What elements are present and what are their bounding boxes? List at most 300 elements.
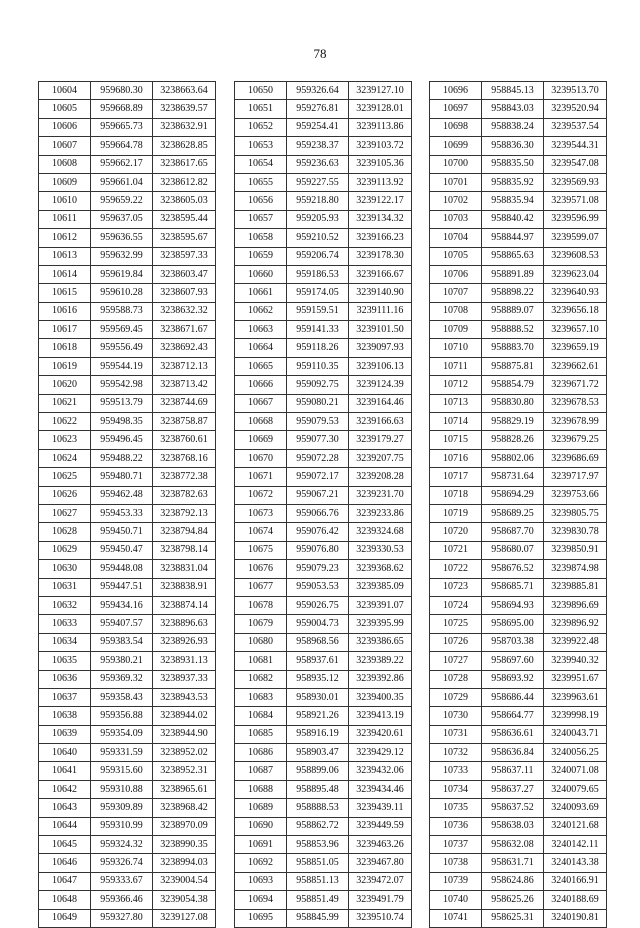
x-coordinate-cell: 958968.56	[287, 633, 349, 651]
y-coordinate-cell: 3239623.04	[544, 265, 607, 283]
table-row	[235, 725, 412, 743]
table-row	[430, 486, 607, 504]
table-row	[235, 229, 412, 247]
y-coordinate-cell: 3238597.33	[153, 247, 216, 265]
table-row	[235, 321, 412, 339]
table-row	[235, 413, 412, 431]
point-id-cell: 10638	[39, 707, 91, 725]
table-row	[39, 376, 216, 394]
x-coordinate-cell: 959498.35	[91, 413, 153, 431]
y-coordinate-cell: 3239850.91	[544, 541, 607, 559]
y-coordinate-cell: 3238943.53	[153, 688, 216, 706]
y-coordinate-cell: 3239678.53	[544, 394, 607, 412]
y-coordinate-cell: 3239472.07	[349, 872, 412, 890]
x-coordinate-cell: 958903.47	[287, 744, 349, 762]
table-row	[39, 321, 216, 339]
x-coordinate-cell: 958689.25	[482, 504, 544, 522]
table-row	[39, 357, 216, 375]
x-coordinate-cell: 958844.97	[482, 229, 544, 247]
x-coordinate-cell: 959434.16	[91, 596, 153, 614]
y-coordinate-cell: 3239101.50	[349, 321, 412, 339]
x-coordinate-cell: 958694.93	[482, 596, 544, 614]
y-coordinate-cell: 3238874.14	[153, 596, 216, 614]
table-row	[39, 854, 216, 872]
point-id-cell: 10728	[430, 670, 482, 688]
point-id-cell: 10640	[39, 744, 91, 762]
y-coordinate-cell: 3239386.65	[349, 633, 412, 651]
point-id-cell: 10625	[39, 468, 91, 486]
point-id-cell: 10716	[430, 449, 482, 467]
x-coordinate-cell: 958862.72	[287, 817, 349, 835]
x-coordinate-cell: 959053.53	[287, 578, 349, 596]
point-id-cell: 10615	[39, 284, 91, 302]
table-row	[39, 799, 216, 817]
x-coordinate-cell: 958676.52	[482, 560, 544, 578]
point-id-cell: 10634	[39, 633, 91, 651]
y-coordinate-cell: 3239392.86	[349, 670, 412, 688]
x-coordinate-cell: 959079.23	[287, 560, 349, 578]
table-row	[235, 357, 412, 375]
y-coordinate-cell: 3239922.48	[544, 633, 607, 651]
point-id-cell: 10732	[430, 744, 482, 762]
y-coordinate-cell: 3239896.92	[544, 615, 607, 633]
point-id-cell: 10614	[39, 265, 91, 283]
y-coordinate-cell: 3240079.65	[544, 780, 607, 798]
point-id-cell: 10652	[235, 118, 287, 136]
x-coordinate-cell: 959662.17	[91, 155, 153, 173]
table-row	[39, 449, 216, 467]
y-coordinate-cell: 3239678.99	[544, 413, 607, 431]
point-id-cell: 10650	[235, 82, 287, 100]
y-coordinate-cell: 3238838.91	[153, 578, 216, 596]
y-coordinate-cell: 3239231.70	[349, 486, 412, 504]
y-coordinate-cell: 3239111.16	[349, 302, 412, 320]
y-coordinate-cell: 3239385.09	[349, 578, 412, 596]
y-coordinate-cell: 3239463.26	[349, 836, 412, 854]
y-coordinate-cell: 3239491.79	[349, 891, 412, 909]
table-row	[430, 468, 607, 486]
table-row	[235, 192, 412, 210]
point-id-cell: 10666	[235, 376, 287, 394]
table-row	[235, 504, 412, 522]
point-id-cell: 10673	[235, 504, 287, 522]
x-coordinate-cell: 959636.55	[91, 229, 153, 247]
y-coordinate-cell: 3240093.69	[544, 799, 607, 817]
point-id-cell: 10659	[235, 247, 287, 265]
table-row	[235, 118, 412, 136]
point-id-cell: 10719	[430, 504, 482, 522]
point-id-cell: 10636	[39, 670, 91, 688]
y-coordinate-cell: 3239717.97	[544, 468, 607, 486]
point-id-cell: 10711	[430, 357, 482, 375]
point-id-cell: 10712	[430, 376, 482, 394]
point-id-cell: 10685	[235, 725, 287, 743]
x-coordinate-cell: 958828.26	[482, 431, 544, 449]
point-id-cell: 10702	[430, 192, 482, 210]
x-coordinate-cell: 958937.61	[287, 652, 349, 670]
table-row	[235, 799, 412, 817]
y-coordinate-cell: 3240071.08	[544, 762, 607, 780]
y-coordinate-cell: 3239520.94	[544, 100, 607, 118]
table-row	[39, 725, 216, 743]
y-coordinate-cell: 3239122.17	[349, 192, 412, 210]
table-row	[39, 762, 216, 780]
table-row	[430, 394, 607, 412]
table-row	[39, 100, 216, 118]
point-id-cell: 10618	[39, 339, 91, 357]
y-coordinate-cell: 3238632.91	[153, 118, 216, 136]
table-row	[235, 688, 412, 706]
table-row	[430, 615, 607, 633]
table-row	[235, 247, 412, 265]
point-id-cell: 10681	[235, 652, 287, 670]
table-row	[39, 82, 216, 100]
x-coordinate-cell: 959174.05	[287, 284, 349, 302]
table-row	[430, 578, 607, 596]
x-coordinate-cell: 959544.19	[91, 357, 153, 375]
x-coordinate-cell: 958851.05	[287, 854, 349, 872]
x-coordinate-cell: 958830.80	[482, 394, 544, 412]
table-row	[235, 836, 412, 854]
table-row	[39, 265, 216, 283]
table-row	[235, 339, 412, 357]
y-coordinate-cell: 3238965.61	[153, 780, 216, 798]
point-id-cell: 10654	[235, 155, 287, 173]
y-coordinate-cell: 3239140.90	[349, 284, 412, 302]
point-id-cell: 10714	[430, 413, 482, 431]
point-id-cell: 10720	[430, 523, 482, 541]
y-coordinate-cell: 3238931.13	[153, 652, 216, 670]
point-id-cell: 10619	[39, 357, 91, 375]
point-id-cell: 10612	[39, 229, 91, 247]
point-id-cell: 10670	[235, 449, 287, 467]
table-row	[430, 633, 607, 651]
x-coordinate-cell: 959326.74	[91, 854, 153, 872]
x-coordinate-cell: 959369.32	[91, 670, 153, 688]
y-coordinate-cell: 3239599.07	[544, 229, 607, 247]
y-coordinate-cell: 3239054.38	[153, 891, 216, 909]
y-coordinate-cell: 3240188.69	[544, 891, 607, 909]
x-coordinate-cell: 958664.77	[482, 707, 544, 725]
table-row	[430, 229, 607, 247]
x-coordinate-cell: 958891.89	[482, 265, 544, 283]
x-coordinate-cell: 958631.71	[482, 854, 544, 872]
table-row	[39, 652, 216, 670]
table-row	[430, 413, 607, 431]
x-coordinate-cell: 958632.08	[482, 836, 544, 854]
y-coordinate-cell: 3240143.38	[544, 854, 607, 872]
table-row	[39, 247, 216, 265]
point-id-cell: 10611	[39, 210, 91, 228]
x-coordinate-cell: 959210.52	[287, 229, 349, 247]
table-row	[430, 339, 607, 357]
point-id-cell: 10680	[235, 633, 287, 651]
point-id-cell: 10729	[430, 688, 482, 706]
table-row	[430, 725, 607, 743]
y-coordinate-cell: 3239998.19	[544, 707, 607, 725]
point-id-cell: 10693	[235, 872, 287, 890]
x-coordinate-cell: 958840.42	[482, 210, 544, 228]
table-row	[235, 431, 412, 449]
point-id-cell: 10647	[39, 872, 91, 890]
x-coordinate-cell: 958835.94	[482, 192, 544, 210]
x-coordinate-cell: 958845.13	[482, 82, 544, 100]
point-id-cell: 10704	[430, 229, 482, 247]
table-row	[235, 486, 412, 504]
y-coordinate-cell: 3238944.90	[153, 725, 216, 743]
table-row	[430, 854, 607, 872]
point-id-cell: 10674	[235, 523, 287, 541]
y-coordinate-cell: 3238968.42	[153, 799, 216, 817]
table-row	[39, 192, 216, 210]
point-id-cell: 10610	[39, 192, 91, 210]
table-row	[235, 817, 412, 835]
point-id-cell: 10642	[39, 780, 91, 798]
y-coordinate-cell: 3239233.86	[349, 504, 412, 522]
table-row	[39, 578, 216, 596]
y-coordinate-cell: 3239164.46	[349, 394, 412, 412]
point-id-cell: 10657	[235, 210, 287, 228]
table-row	[39, 118, 216, 136]
y-coordinate-cell: 3239413.19	[349, 707, 412, 725]
table-row	[430, 376, 607, 394]
point-id-cell: 10623	[39, 431, 91, 449]
table-row	[235, 633, 412, 651]
table-row	[39, 302, 216, 320]
y-coordinate-cell: 3239166.23	[349, 229, 412, 247]
table-row	[430, 265, 607, 283]
y-coordinate-cell: 3238994.03	[153, 854, 216, 872]
point-id-cell: 10631	[39, 578, 91, 596]
point-id-cell: 10628	[39, 523, 91, 541]
point-id-cell: 10688	[235, 780, 287, 798]
y-coordinate-cell: 3238772.38	[153, 468, 216, 486]
x-coordinate-cell: 959664.78	[91, 137, 153, 155]
point-id-cell: 10606	[39, 118, 91, 136]
x-coordinate-cell: 958883.70	[482, 339, 544, 357]
x-coordinate-cell: 958916.19	[287, 725, 349, 743]
y-coordinate-cell: 3238952.02	[153, 744, 216, 762]
x-coordinate-cell: 958895.48	[287, 780, 349, 798]
point-id-cell: 10686	[235, 744, 287, 762]
point-id-cell: 10641	[39, 762, 91, 780]
y-coordinate-cell: 3239686.69	[544, 449, 607, 467]
point-id-cell: 10735	[430, 799, 482, 817]
point-id-cell: 10622	[39, 413, 91, 431]
x-coordinate-cell: 959331.59	[91, 744, 153, 762]
point-id-cell: 10671	[235, 468, 287, 486]
x-coordinate-cell: 958687.70	[482, 523, 544, 541]
table-row	[430, 118, 607, 136]
y-coordinate-cell: 3238937.33	[153, 670, 216, 688]
table-row	[235, 744, 412, 762]
y-coordinate-cell: 3239679.25	[544, 431, 607, 449]
y-coordinate-cell: 3238896.63	[153, 615, 216, 633]
y-coordinate-cell: 3239671.72	[544, 376, 607, 394]
y-coordinate-cell: 3239103.72	[349, 137, 412, 155]
x-coordinate-cell: 959326.64	[287, 82, 349, 100]
x-coordinate-cell: 959072.28	[287, 449, 349, 467]
table-row	[235, 468, 412, 486]
table-row	[235, 615, 412, 633]
table-row	[39, 468, 216, 486]
coordinate-table-1	[38, 81, 216, 928]
coordinate-table-2	[234, 81, 412, 928]
y-coordinate-cell: 3238831.04	[153, 560, 216, 578]
point-id-cell: 10723	[430, 578, 482, 596]
y-coordinate-cell: 3238794.84	[153, 523, 216, 541]
x-coordinate-cell: 959079.53	[287, 413, 349, 431]
table-row	[235, 82, 412, 100]
y-coordinate-cell: 3238612.82	[153, 173, 216, 191]
x-coordinate-cell: 959668.89	[91, 100, 153, 118]
point-id-cell: 10700	[430, 155, 482, 173]
point-id-cell: 10658	[235, 229, 287, 247]
x-coordinate-cell: 958625.26	[482, 891, 544, 909]
table-row	[39, 210, 216, 228]
x-coordinate-cell: 958680.07	[482, 541, 544, 559]
table-row	[235, 854, 412, 872]
point-id-cell: 10662	[235, 302, 287, 320]
point-id-cell: 10620	[39, 376, 91, 394]
table-row	[235, 707, 412, 725]
y-coordinate-cell: 3239434.46	[349, 780, 412, 798]
table-row	[235, 596, 412, 614]
table-row	[39, 413, 216, 431]
table-row	[39, 872, 216, 890]
point-id-cell: 10629	[39, 541, 91, 559]
y-coordinate-cell: 3240142.11	[544, 836, 607, 854]
table-row	[39, 284, 216, 302]
x-coordinate-cell: 958636.84	[482, 744, 544, 762]
x-coordinate-cell: 958888.53	[287, 799, 349, 817]
point-id-cell: 10699	[430, 137, 482, 155]
x-coordinate-cell: 958930.01	[287, 688, 349, 706]
point-id-cell: 10645	[39, 836, 91, 854]
table-row	[430, 670, 607, 688]
y-coordinate-cell: 3239571.08	[544, 192, 607, 210]
point-id-cell: 10698	[430, 118, 482, 136]
y-coordinate-cell: 3239105.36	[349, 155, 412, 173]
y-coordinate-cell: 3239368.62	[349, 560, 412, 578]
point-id-cell: 10624	[39, 449, 91, 467]
x-coordinate-cell: 959159.51	[287, 302, 349, 320]
point-id-cell: 10633	[39, 615, 91, 633]
point-id-cell: 10740	[430, 891, 482, 909]
table-row	[39, 707, 216, 725]
point-id-cell: 10613	[39, 247, 91, 265]
x-coordinate-cell: 959480.71	[91, 468, 153, 486]
y-coordinate-cell: 3239400.35	[349, 688, 412, 706]
point-id-cell: 10626	[39, 486, 91, 504]
x-coordinate-cell: 959383.54	[91, 633, 153, 651]
point-id-cell: 10649	[39, 909, 91, 927]
y-coordinate-cell: 3238990.35	[153, 836, 216, 854]
x-coordinate-cell: 959661.04	[91, 173, 153, 191]
point-id-cell: 10655	[235, 173, 287, 191]
point-id-cell: 10667	[235, 394, 287, 412]
point-id-cell: 10692	[235, 854, 287, 872]
y-coordinate-cell: 3240121.68	[544, 817, 607, 835]
table-row	[430, 780, 607, 798]
point-id-cell: 10709	[430, 321, 482, 339]
x-coordinate-cell: 959448.08	[91, 560, 153, 578]
y-coordinate-cell: 3238760.61	[153, 431, 216, 449]
x-coordinate-cell: 959218.80	[287, 192, 349, 210]
point-id-cell: 10609	[39, 173, 91, 191]
y-coordinate-cell: 3239134.32	[349, 210, 412, 228]
table-row	[39, 744, 216, 762]
y-coordinate-cell: 3239569.93	[544, 173, 607, 191]
x-coordinate-cell: 959309.89	[91, 799, 153, 817]
point-id-cell: 10690	[235, 817, 287, 835]
point-id-cell: 10707	[430, 284, 482, 302]
x-coordinate-cell: 959513.79	[91, 394, 153, 412]
point-id-cell: 10695	[235, 909, 287, 927]
x-coordinate-cell: 959076.42	[287, 523, 349, 541]
y-coordinate-cell: 3238798.14	[153, 541, 216, 559]
table-row	[235, 541, 412, 559]
y-coordinate-cell: 3238944.02	[153, 707, 216, 725]
y-coordinate-cell: 3239113.92	[349, 173, 412, 191]
x-coordinate-cell: 959659.22	[91, 192, 153, 210]
x-coordinate-cell: 958921.26	[287, 707, 349, 725]
y-coordinate-cell: 3239874.98	[544, 560, 607, 578]
table-row	[39, 688, 216, 706]
point-id-cell: 10738	[430, 854, 482, 872]
y-coordinate-cell: 3239127.08	[153, 909, 216, 927]
x-coordinate-cell: 958637.11	[482, 762, 544, 780]
x-coordinate-cell: 959072.17	[287, 468, 349, 486]
x-coordinate-cell: 959496.45	[91, 431, 153, 449]
y-coordinate-cell: 3239662.61	[544, 357, 607, 375]
y-coordinate-cell: 3238663.64	[153, 82, 216, 100]
point-id-cell: 10679	[235, 615, 287, 633]
table-row	[430, 909, 607, 927]
point-id-cell: 10639	[39, 725, 91, 743]
y-coordinate-cell: 3239113.86	[349, 118, 412, 136]
coordinate-table-3	[429, 81, 607, 928]
x-coordinate-cell: 959080.21	[287, 394, 349, 412]
table-row	[235, 762, 412, 780]
y-coordinate-cell: 3239608.53	[544, 247, 607, 265]
y-coordinate-cell: 3238632.32	[153, 302, 216, 320]
point-id-cell: 10689	[235, 799, 287, 817]
x-coordinate-cell: 958899.06	[287, 762, 349, 780]
point-id-cell: 10643	[39, 799, 91, 817]
point-id-cell: 10715	[430, 431, 482, 449]
y-coordinate-cell: 3239951.67	[544, 670, 607, 688]
x-coordinate-cell: 959488.22	[91, 449, 153, 467]
y-coordinate-cell: 3238970.09	[153, 817, 216, 835]
table-row	[39, 817, 216, 835]
x-coordinate-cell: 959206.74	[287, 247, 349, 265]
y-coordinate-cell: 3239391.07	[349, 596, 412, 614]
point-id-cell: 10705	[430, 247, 482, 265]
point-id-cell: 10627	[39, 504, 91, 522]
point-id-cell: 10696	[430, 82, 482, 100]
x-coordinate-cell: 959665.73	[91, 118, 153, 136]
x-coordinate-cell: 959324.32	[91, 836, 153, 854]
point-id-cell: 10635	[39, 652, 91, 670]
table-row	[430, 836, 607, 854]
x-coordinate-cell: 959238.37	[287, 137, 349, 155]
point-id-cell: 10684	[235, 707, 287, 725]
point-id-cell: 10646	[39, 854, 91, 872]
y-coordinate-cell: 3239127.10	[349, 82, 412, 100]
y-coordinate-cell: 3238952.31	[153, 762, 216, 780]
y-coordinate-cell: 3240190.81	[544, 909, 607, 927]
